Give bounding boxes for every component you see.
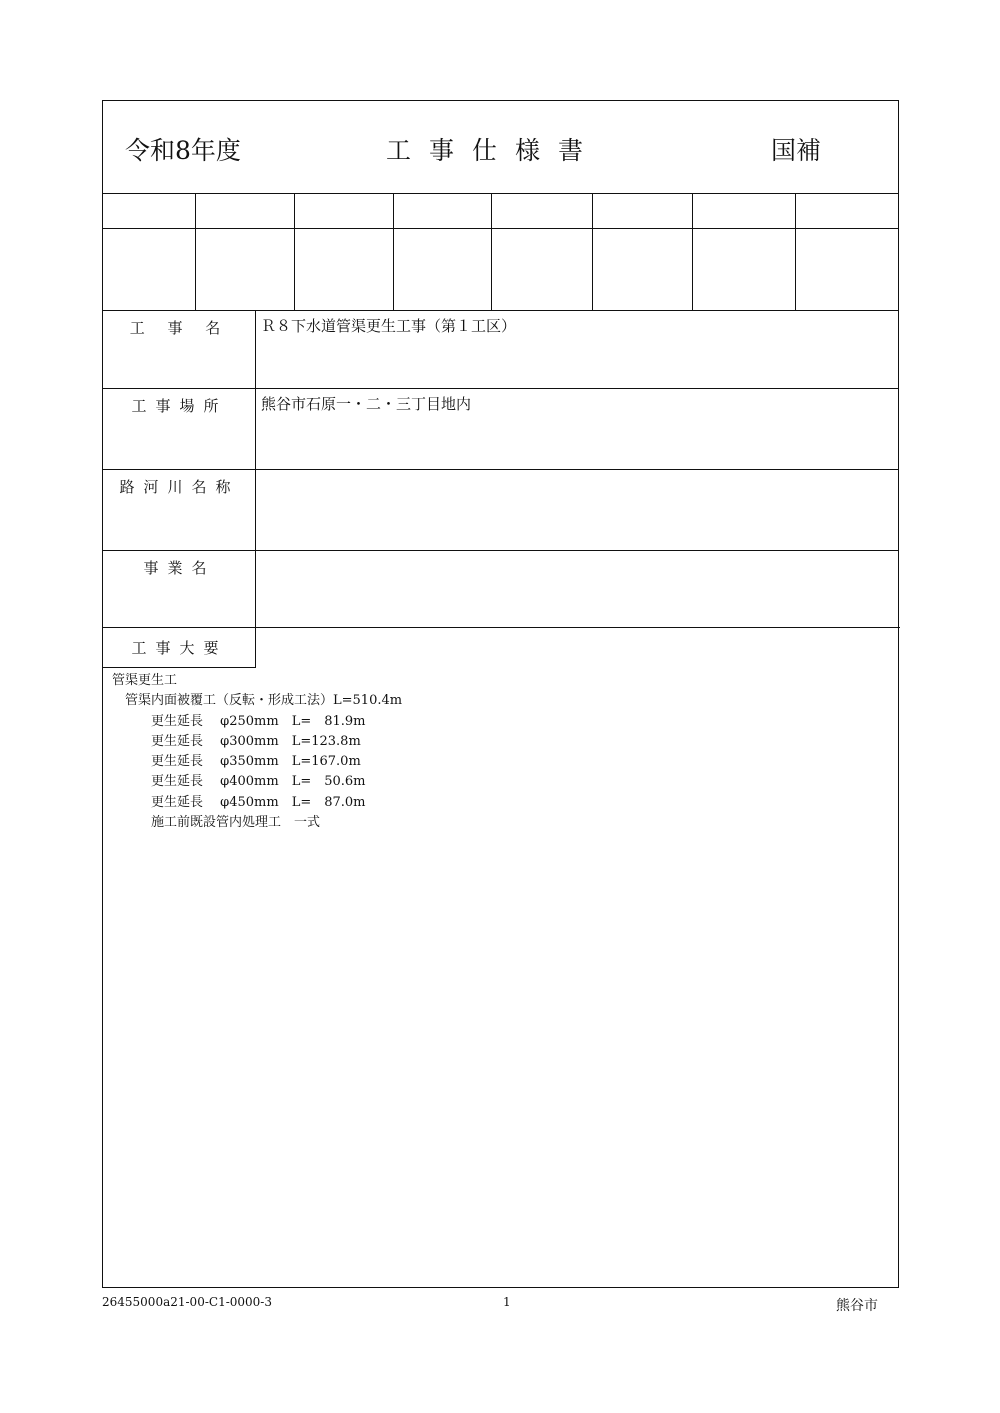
business-name-label: 事業名 xyxy=(143,559,216,577)
summary-label: 工事大要 xyxy=(131,639,228,657)
work-summary xyxy=(112,671,402,833)
grid-column-line xyxy=(491,194,492,311)
document-title: 工事仕様書 xyxy=(386,136,602,165)
grid-column-line xyxy=(692,194,693,311)
issuer-city: 熊谷市 xyxy=(836,1298,878,1314)
grid-column-line xyxy=(393,194,394,311)
field-row-road-river-name xyxy=(103,469,898,550)
grid-column-line xyxy=(592,194,593,311)
field-label-cell xyxy=(103,470,256,550)
field-label-cell xyxy=(103,311,256,388)
grid-column-line xyxy=(195,194,196,311)
subsidy-type: 国補 xyxy=(771,136,822,165)
approval-grid xyxy=(103,194,898,311)
field-row-location xyxy=(103,388,898,469)
summary-label-cell xyxy=(103,627,256,668)
project-name-label: 工 事 名 xyxy=(129,319,230,337)
page-number: 1 xyxy=(503,1295,511,1309)
road-river-name-label: 路河川名称 xyxy=(119,478,240,496)
grid-column-line xyxy=(795,194,796,311)
summary-line: 更生延長 φ300mm L=123.8m xyxy=(112,733,361,749)
field-row-project-name xyxy=(103,310,898,388)
title-row xyxy=(103,101,898,194)
location-label: 工事場所 xyxy=(131,397,228,415)
field-label-cell xyxy=(103,389,256,469)
spec-sheet-frame xyxy=(102,100,899,1288)
project-name-value: Ｒ８下水道管渠更生工事（第１工区） xyxy=(261,317,517,335)
location-value: 熊谷市石原一・二・三丁目地内 xyxy=(261,395,472,413)
summary-line: 管渠内面被覆工（反転・形成工法）L=510.4m xyxy=(112,693,403,709)
summary-line: 施工前既設管内処理工 一式 xyxy=(112,815,321,831)
summary-line: 更生延長 φ250mm L= 81.9m xyxy=(112,713,366,729)
summary-line: 管渠更生工 xyxy=(112,673,178,688)
grid-divider xyxy=(103,228,898,229)
summary-line: 更生延長 φ450mm L= 87.0m xyxy=(112,794,366,810)
summary-divider xyxy=(256,627,900,628)
summary-line: 更生延長 φ350mm L=167.0m xyxy=(112,754,361,770)
summary-line: 更生延長 φ400mm L= 50.6m xyxy=(112,774,366,790)
document-code: 26455000a21-00-C1-0000-3 xyxy=(102,1295,272,1309)
field-label-cell xyxy=(103,551,256,627)
fiscal-year: 令和8年度 xyxy=(125,136,241,165)
field-row-business-name xyxy=(103,550,898,627)
grid-column-line xyxy=(294,194,295,311)
